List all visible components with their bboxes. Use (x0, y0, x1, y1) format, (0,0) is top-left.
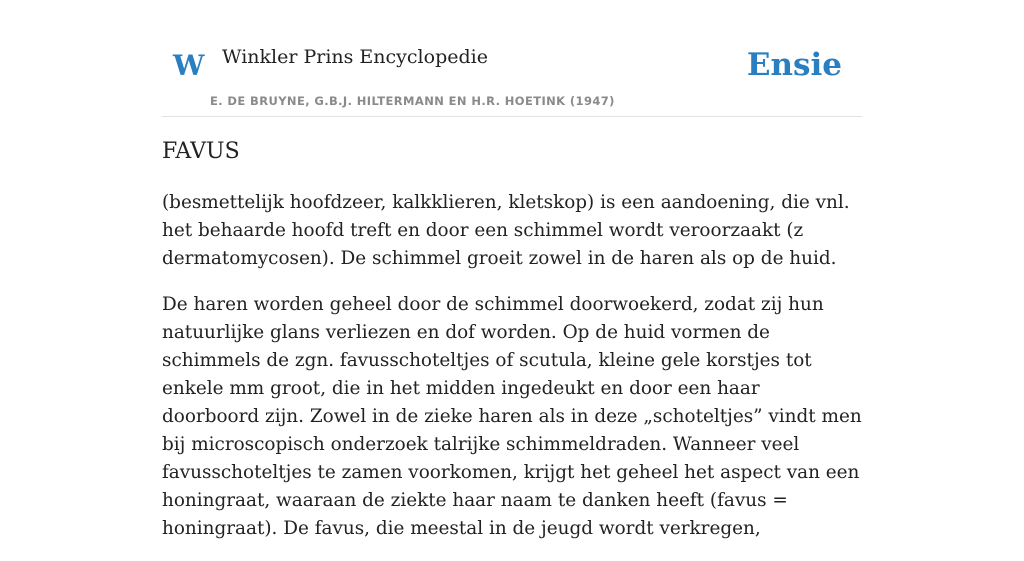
site-header (162, 0, 862, 117)
authors-subtitle: E. DE BRUYNE, G.B.J. HILTERMANN EN H.R. HOETINK (1947) (210, 94, 615, 108)
site-title: Winkler Prins Encyclopedie (222, 46, 488, 68)
article-content (162, 138, 862, 561)
winkler-prins-logo[interactable]: W (173, 49, 205, 82)
article-paragraph: De haren worden geheel door de schimmel doorwoekerd, zodat zij hun natuurlijke glans verliezen en dof worden. Op de huid vormen de schimmels de zgn. favusschoteltjes of scutula, kleine gele korstjes tot enkele mm groot, die in het midden ingedeukt en door een haar doorboord zijn. Zowel in de zieke haren als in deze „schoteltjes” vindt men bij microscopisch onderzoek talrijke schimmeldraden. Wanneer veel favusschoteltjes te zamen voorkomen, krijgt het geheel het aspect van een honingraat, waaraan de ziekte haar naam te danken heeft (favus = honingraat). De favus, die meestal in de jeugd wordt verkregen, (162, 293, 862, 539)
entry-title: FAVUS (162, 139, 240, 164)
ensie-brand-logo[interactable]: Ensie (746, 47, 842, 83)
article-paragraph: (besmettelijk hoofdzeer, kalkklieren, kletskop) is een aandoening, die vnl. het behaarde hoofd treft en door een schimmel wordt veroorzaakt (z dermatomycosen). De schimmel groeit zowel in de haren als op de huid. (162, 191, 850, 269)
